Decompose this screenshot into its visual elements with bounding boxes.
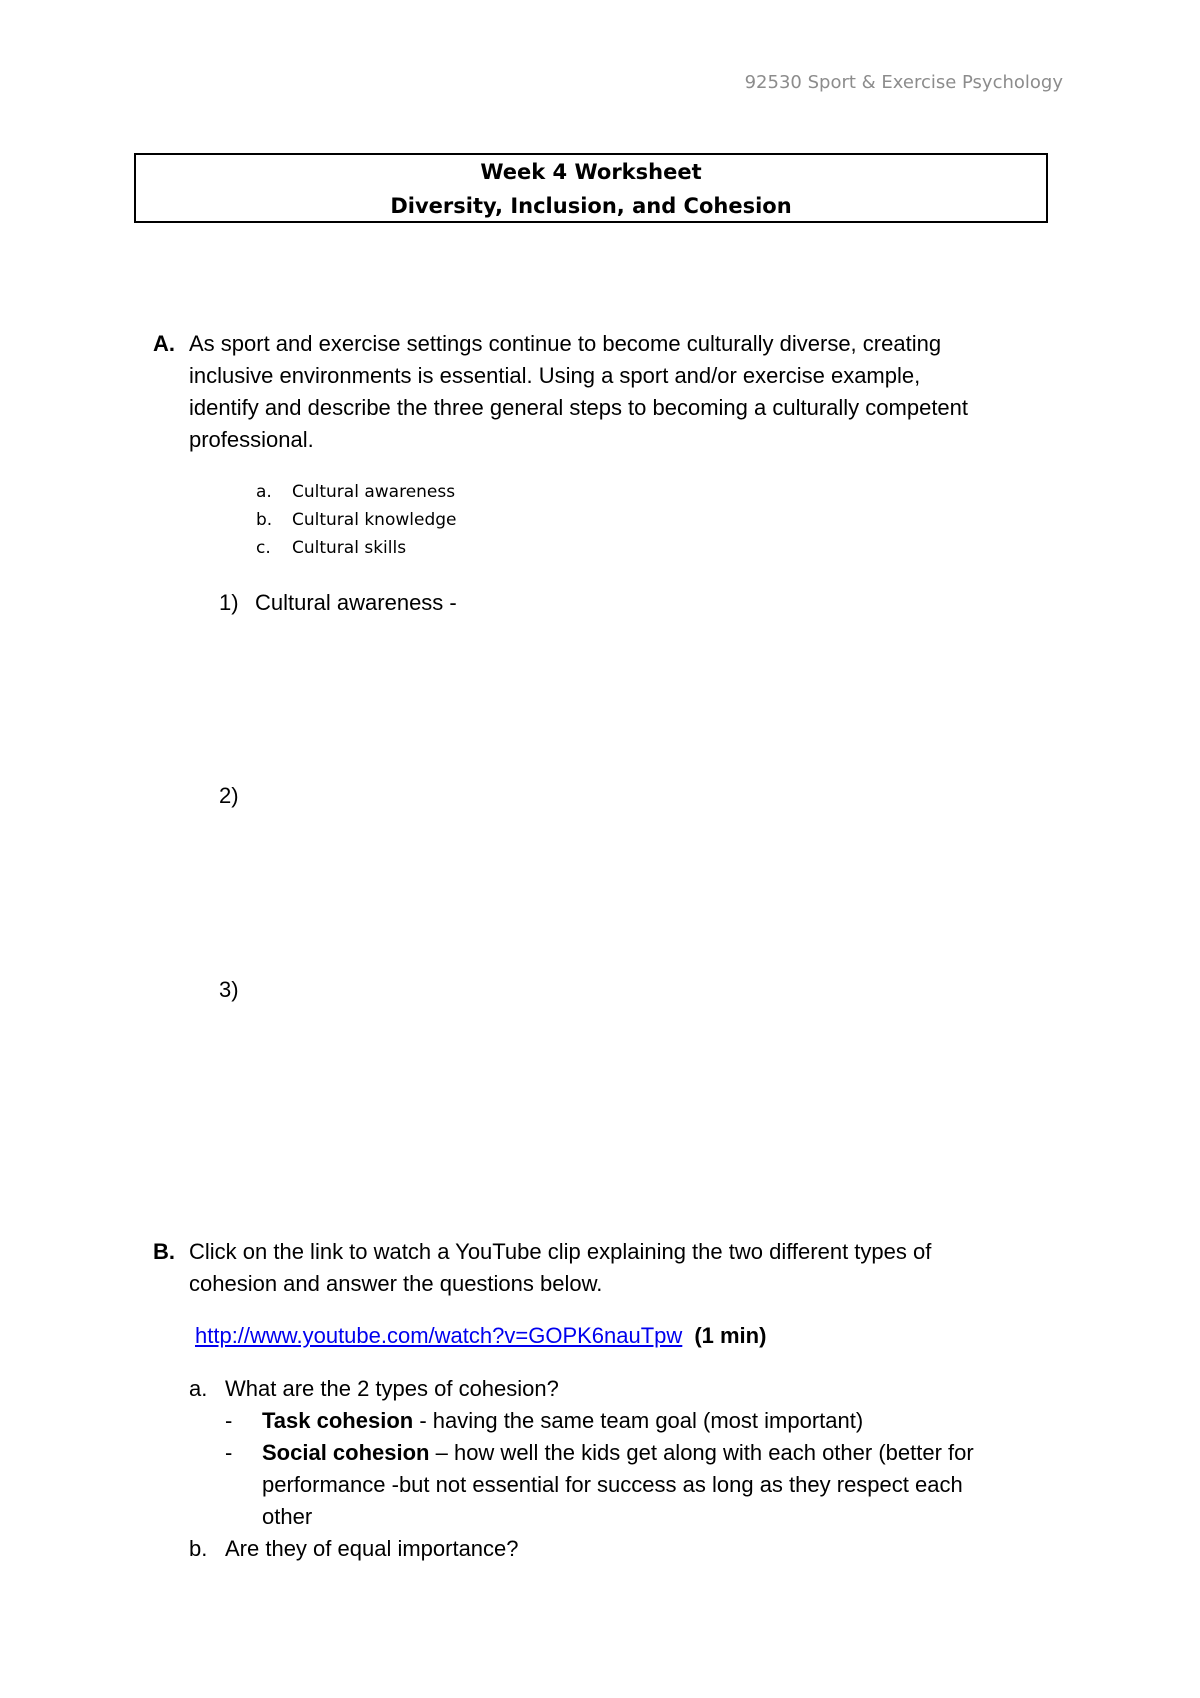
worksheet-title: Week 4 Worksheet [480, 160, 702, 184]
term-social-cohesion: Social cohesion [262, 1440, 430, 1465]
list-item: b. Cultural knowledge [256, 510, 457, 530]
section-b-question [189, 1236, 1069, 1300]
list-item-task-cohesion: - Task cohesion - having the same team goal (most important) [225, 1408, 864, 1433]
answer-1: 1) Cultural awareness - [219, 590, 457, 615]
question-line: cohesion and answer the questions below. [189, 1271, 603, 1296]
document-header: 92530 Sport & Exercise Psychology [744, 72, 1063, 93]
section-a-label: A. [153, 331, 175, 356]
video-link-line [195, 1320, 766, 1352]
question-b-b: b. Are they of equal importance? [189, 1536, 519, 1561]
question-line: Click on the link to watch a YouTube clip explaining the two different types of [189, 1239, 932, 1264]
answer-3: 3) [219, 977, 239, 1002]
term-task-cohesion: Task cohesion [262, 1408, 414, 1433]
section-b-label: B. [153, 1239, 175, 1264]
section-a-question [189, 328, 1069, 456]
worksheet-subtitle: Diversity, Inclusion, and Cohesion [390, 194, 792, 218]
duration-note: (1 min) [694, 1323, 767, 1348]
list-item: a. Cultural awareness [256, 482, 456, 502]
question-line: As sport and exercise settings continue to become culturally diverse, creating [189, 331, 942, 356]
list-item: c. Cultural skills [256, 538, 407, 558]
title-box [134, 153, 1048, 223]
question-line: identify and describe the three general steps to becoming a culturally competent [189, 395, 969, 420]
youtube-link[interactable]: http://www.youtube.com/watch?v=GOPK6nauTpw [195, 1323, 683, 1348]
steps-list [256, 478, 457, 562]
list-item-social-cohesion: - Social cohesion – how well the kids get along with each other (better for performance -but not essential for success as long as they respect each other [225, 1440, 974, 1529]
question-b-a: a. What are the 2 types of cohesion? [189, 1376, 559, 1401]
answer-2: 2) [219, 783, 239, 808]
question-line: inclusive environments is essential. Using a sport and/or exercise example, [189, 363, 921, 388]
question-line: professional. [189, 427, 314, 452]
